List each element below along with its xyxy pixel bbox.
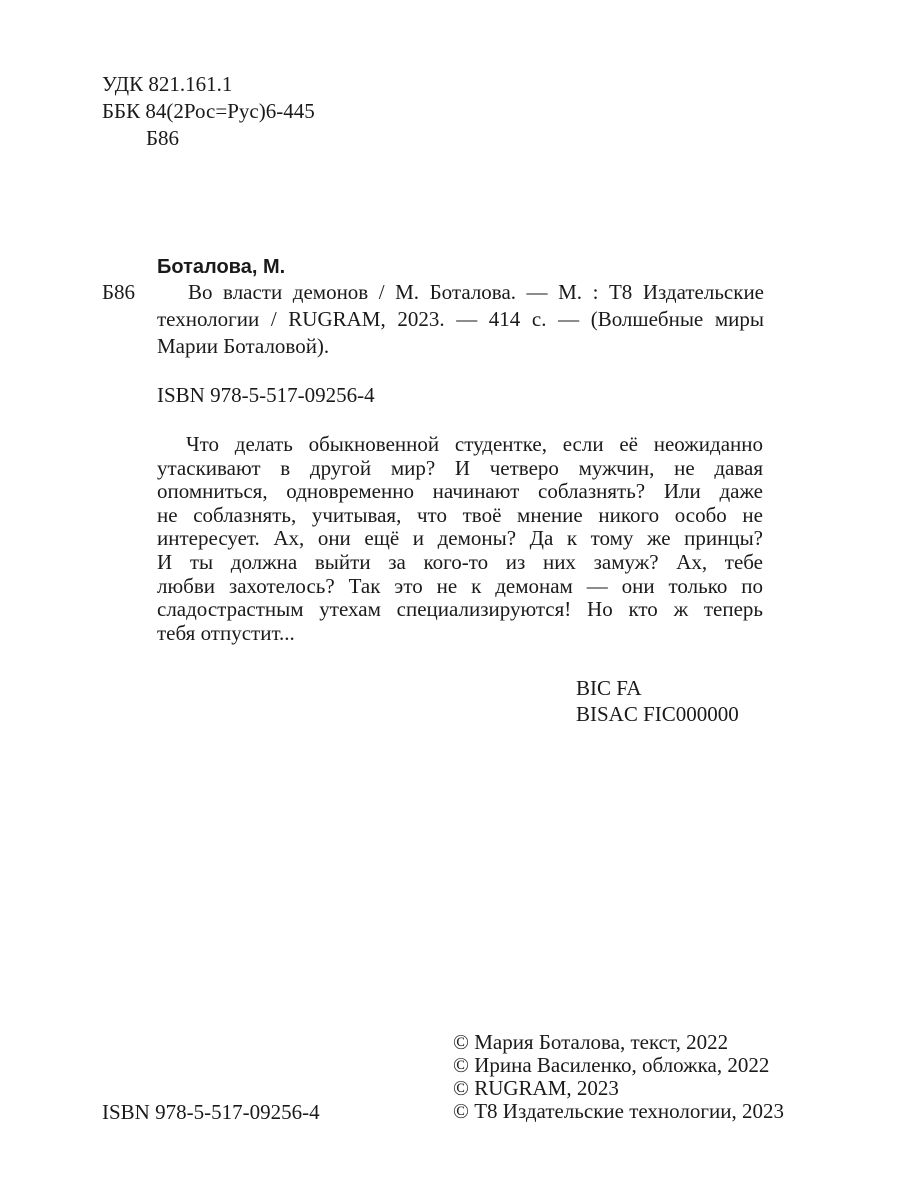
description-line: Во власти демонов / М. Боталова. — М. : Т8 Издательские [188,280,764,304]
annotation-line: утаскивают в другой мир? И четверо мужчин, не давая [157,455,763,480]
annotation-line: опомниться, одновременно начинают соблазнять? Или даже [157,479,763,504]
description-line: Марии Боталовой). [157,334,330,358]
annotation-line: И ты должна выйти за кого-то из них замуж? Ах, тебе [157,549,763,574]
isbn-footer: ISBN 978-5-517-09256-4 [102,1100,320,1124]
author-heading: Боталова, М. [157,256,286,278]
bic-code: BIC FA [576,676,642,700]
copyright-line: © Мария Боталова, текст, 2022 [453,1030,729,1054]
annotation-line: сладострастным утехам специализируются! Но кто ж теперь [157,597,763,622]
author-mark-top: Б86 [146,126,180,150]
bisac-code: BISAC FIC000000 [576,702,739,726]
annotation-line: не соблазнять, учитывая, что твоё мнение никого особо не [157,502,763,527]
annotation-line: интересует. Ах, они ещё и демоны? Да к тому же принцы? [157,526,763,551]
author-mark-record: Б86 [102,280,136,304]
annotation-line: тебя отпустит... [157,620,295,645]
copyright-line: © Ирина Василенко, обложка, 2022 [453,1053,770,1077]
annotation-line: любви захотелось? Так это не к демонам — они только по [157,573,763,598]
bbk-code: ББК 84(2Рос=Рус)6-445 [102,99,315,123]
isbn-record: ISBN 978-5-517-09256-4 [157,383,375,407]
copyright-line: © RUGRAM, 2023 [453,1076,619,1100]
bibliographic-description [157,279,764,360]
annotation-line: Что делать обыкновенной студентке, если её неожиданно [186,432,763,456]
annotation [157,433,763,645]
udk-code: УДК 821.161.1 [102,72,233,96]
copyright-line: © Т8 Издательские технологии, 2023 [453,1099,784,1123]
description-line: технологии / RUGRAM, 2023. — 414 с. — (Волшебные миры [157,307,764,331]
